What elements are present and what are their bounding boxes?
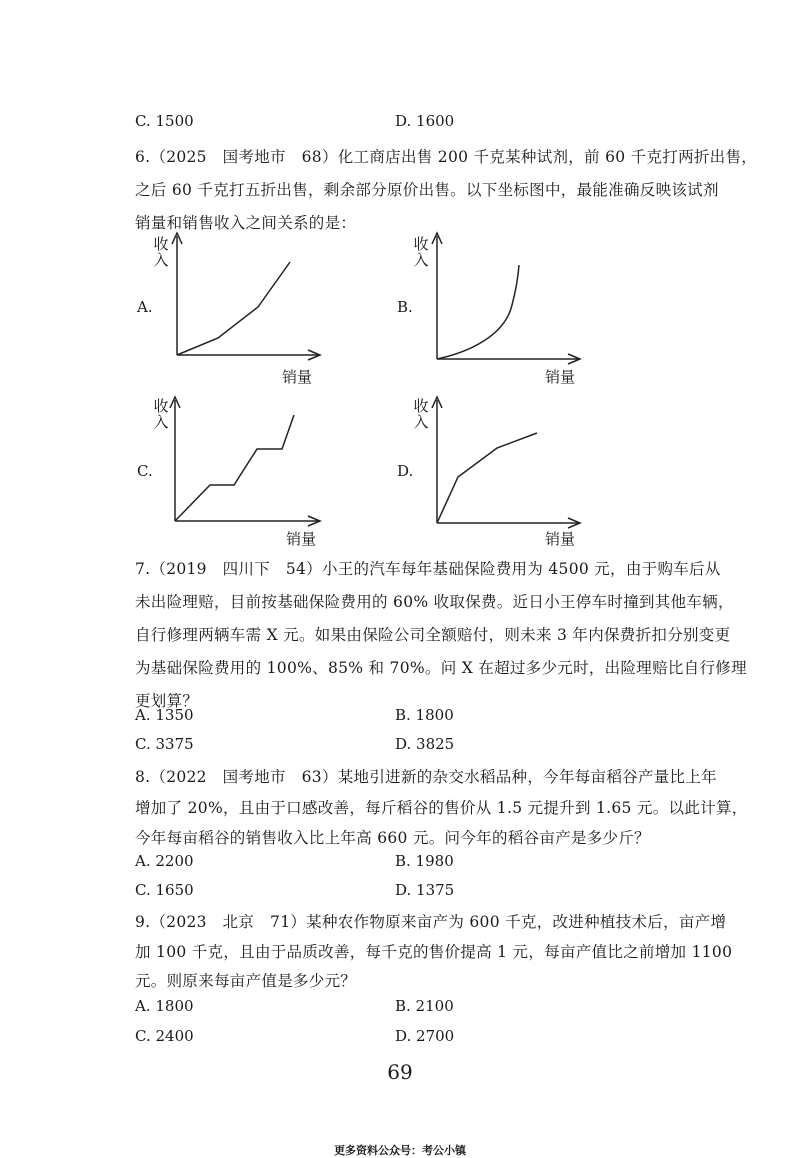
q6-line-3: 销量和销售收入之间关系的是：: [135, 214, 357, 232]
q9-option-d: D. 2700: [395, 1027, 455, 1045]
q8-option-d: D. 1375: [395, 881, 455, 899]
graph-b-ylabel: 收入: [413, 235, 429, 269]
option-c: C. 1500: [135, 112, 194, 130]
q7-option-a: A. 1350: [135, 706, 194, 724]
q7-line-4: 为基础保险费用的 100%、85% 和 70%。问 X 在超过多少元时，出险理赔比自行修理: [135, 659, 747, 677]
graph-a-label: A.: [137, 298, 153, 316]
q7-option-b: B. 1800: [395, 706, 454, 724]
q9-option-b: B. 2100: [395, 997, 454, 1015]
graph-d-xlabel: 销量: [545, 530, 576, 548]
q9-option-a: A. 1800: [135, 997, 194, 1015]
graph-b-label: B.: [397, 298, 413, 316]
q6-line-2: 之后 60 千克打五折出售，剩余部分原价出售。以下坐标图中，最能准确反映该试剂: [135, 181, 719, 199]
q7-line-2: 未出险理赔，目前按基础保险费用的 60% 收取保费。近日小王停车时撞到其他车辆，: [135, 593, 734, 611]
q8-line-2: 增加了 20%，且由于口感改善，每斤稻谷的售价从 1.5 元提升到 1.65 元。以此计算，: [135, 799, 748, 817]
q8-option-b: B. 1980: [395, 852, 454, 870]
q7-option-d: D. 3825: [395, 735, 455, 753]
footer-note: 更多资料公众号：考公小镇: [334, 1144, 466, 1157]
graph-c-xlabel: 销量: [286, 530, 317, 548]
q9-line-1: 9.（2023 北京 71）某种农作物原来亩产为 600 千克，改进种植技术后，亩产增: [135, 913, 727, 931]
graph-c-label: C.: [137, 462, 153, 480]
q6-line-1: 6.（2025 国考地市 68）化工商店出售 200 千克某种试剂，前 60 千克打两折出售，: [135, 148, 758, 166]
graph-d-ylabel: 收入: [413, 397, 429, 431]
graph-a-xlabel: 销量: [282, 368, 313, 386]
graph-d-label: D.: [397, 462, 414, 480]
q8-option-c: C. 1650: [135, 881, 194, 899]
graph-c-ylabel: 收入: [153, 397, 169, 431]
q9-line-3: 元。则原来每亩产值是多少元？: [135, 972, 357, 990]
q8-line-1: 8.（2022 国考地市 63）某地引进新的杂交水稻品种，今年每亩稻谷产量比上年: [135, 768, 717, 786]
page-number: 69: [387, 1060, 413, 1084]
q8-line-3: 今年每亩稻谷的销售收入比上年高 660 元。问今年的稻谷亩产是多少斤？: [135, 829, 650, 847]
q7-option-c: C. 3375: [135, 735, 194, 753]
q8-option-a: A. 2200: [135, 852, 194, 870]
q7-line-3: 自行修理两辆车需 X 元。如果由保险公司全额赔付，则未来 3 年内保费折扣分别变更: [135, 626, 731, 644]
q9-option-c: C. 2400: [135, 1027, 194, 1045]
q9-line-2: 加 100 千克，且由于品质改善，每千克的售价提高 1 元，每亩产值比之前增加 1100: [135, 943, 733, 961]
q7-line-5: 更划算？: [135, 692, 199, 710]
option-d: D. 1600: [395, 112, 455, 130]
graph-d-curve: [437, 433, 537, 523]
q7-line-1: 7.（2019 四川下 54）小王的汽车每年基础保险费用为 4500 元，由于购车后从: [135, 560, 721, 578]
graph-a-ylabel: 收入: [153, 235, 169, 269]
graph-b-xlabel: 销量: [545, 368, 576, 386]
